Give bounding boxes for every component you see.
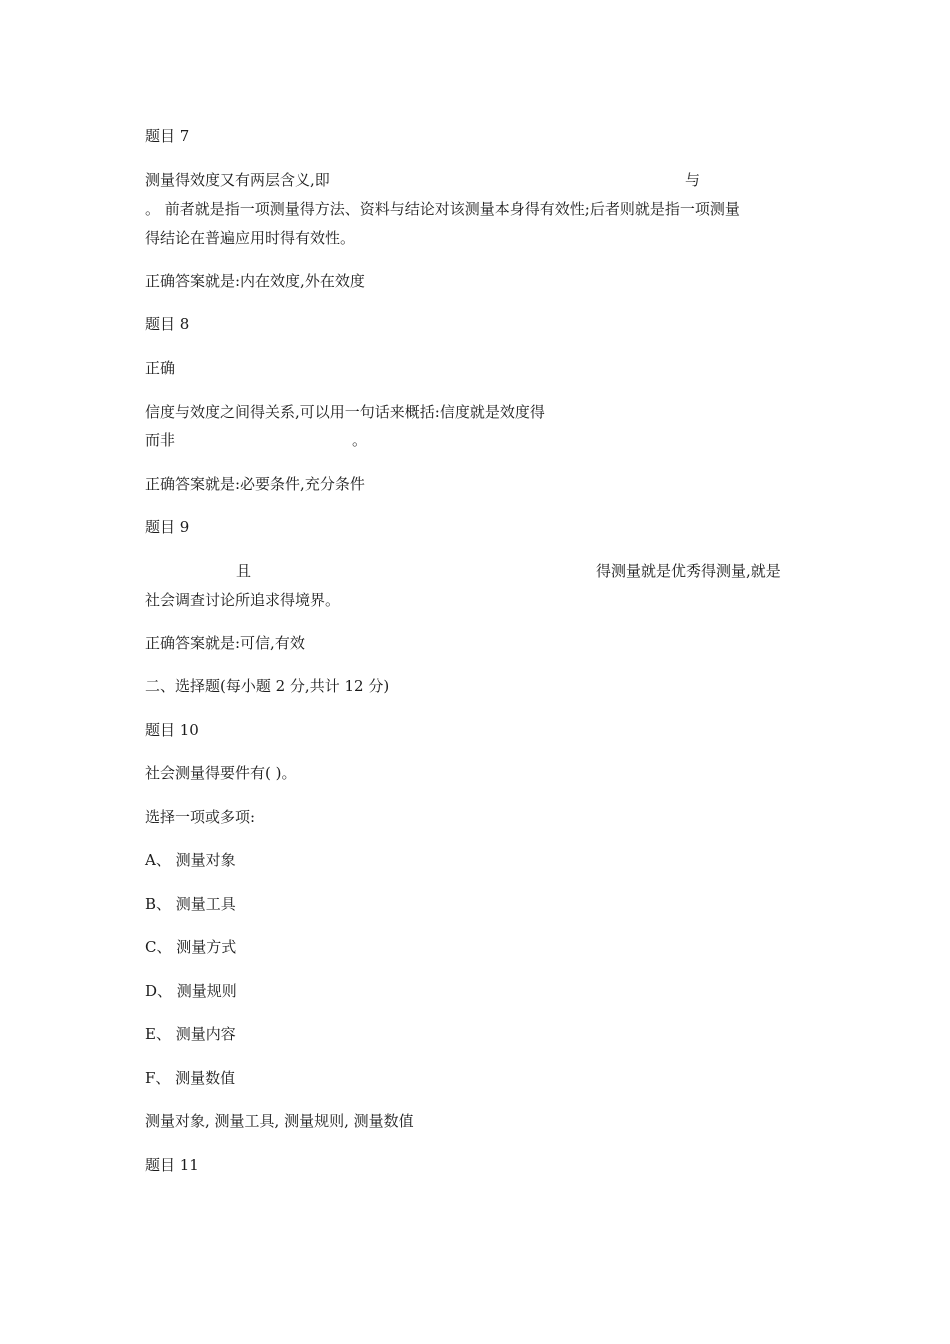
question-7-heading: 题目 7 (145, 127, 190, 145)
question-7-stem-part1: 测量得效度又有两层含义,即 (145, 171, 330, 189)
question-8-heading: 题目 8 (145, 315, 190, 333)
question-7-stem-part2: 与 (685, 171, 701, 189)
section-2-title: 二、选择题(每小题 2 分,共计 12 分) (145, 677, 390, 695)
question-8-answer: 正确答案就是:必要条件,充分条件 (145, 475, 365, 493)
question-8-stem-line2-part1: 而非 (145, 431, 176, 449)
option-c[interactable]: C、 测量方式 (145, 938, 237, 956)
question-7-answer: 正确答案就是:内在效度,外在效度 (145, 272, 365, 290)
question-7-stem-line3: 得结论在普遍应用时得有效性。 (145, 229, 356, 247)
question-8-stem-line1: 信度与效度之间得关系,可以用一句话来概括:信度就是效度得 (145, 403, 545, 421)
question-9-heading: 题目 9 (145, 518, 190, 536)
question-8-status: 正确 (145, 359, 176, 377)
question-9-stem-part1: 且 (236, 562, 252, 580)
question-9-stem-part2: 得测量就是优秀得测量,就是 (596, 562, 781, 580)
question-9-answer: 正确答案就是:可信,有效 (145, 634, 305, 652)
question-8-stem-line2-part2: 。 (352, 431, 368, 449)
option-f[interactable]: F、 测量数值 (145, 1069, 236, 1087)
option-a[interactable]: A、 测量对象 (145, 851, 236, 869)
option-b[interactable]: B、 测量工具 (145, 895, 236, 913)
question-9-stem-line2: 社会调查讨论所追求得境界。 (145, 591, 341, 609)
question-10-stem: 社会测量得要件有( )。 (145, 764, 297, 782)
question-7-stem-line2: 。 前者就是指一项测量得方法、资料与结论对该测量本身得有效性;后者则就是指一项测量 (145, 200, 740, 218)
question-10-answer: 测量对象, 测量工具, 测量规则, 测量数值 (145, 1112, 414, 1130)
question-10-heading: 题目 10 (145, 721, 199, 739)
option-e[interactable]: E、 测量内容 (145, 1025, 236, 1043)
option-d[interactable]: D、 测量规则 (145, 982, 237, 1000)
question-11-heading: 题目 11 (145, 1156, 199, 1174)
question-10-instruction: 选择一项或多项: (145, 808, 256, 826)
